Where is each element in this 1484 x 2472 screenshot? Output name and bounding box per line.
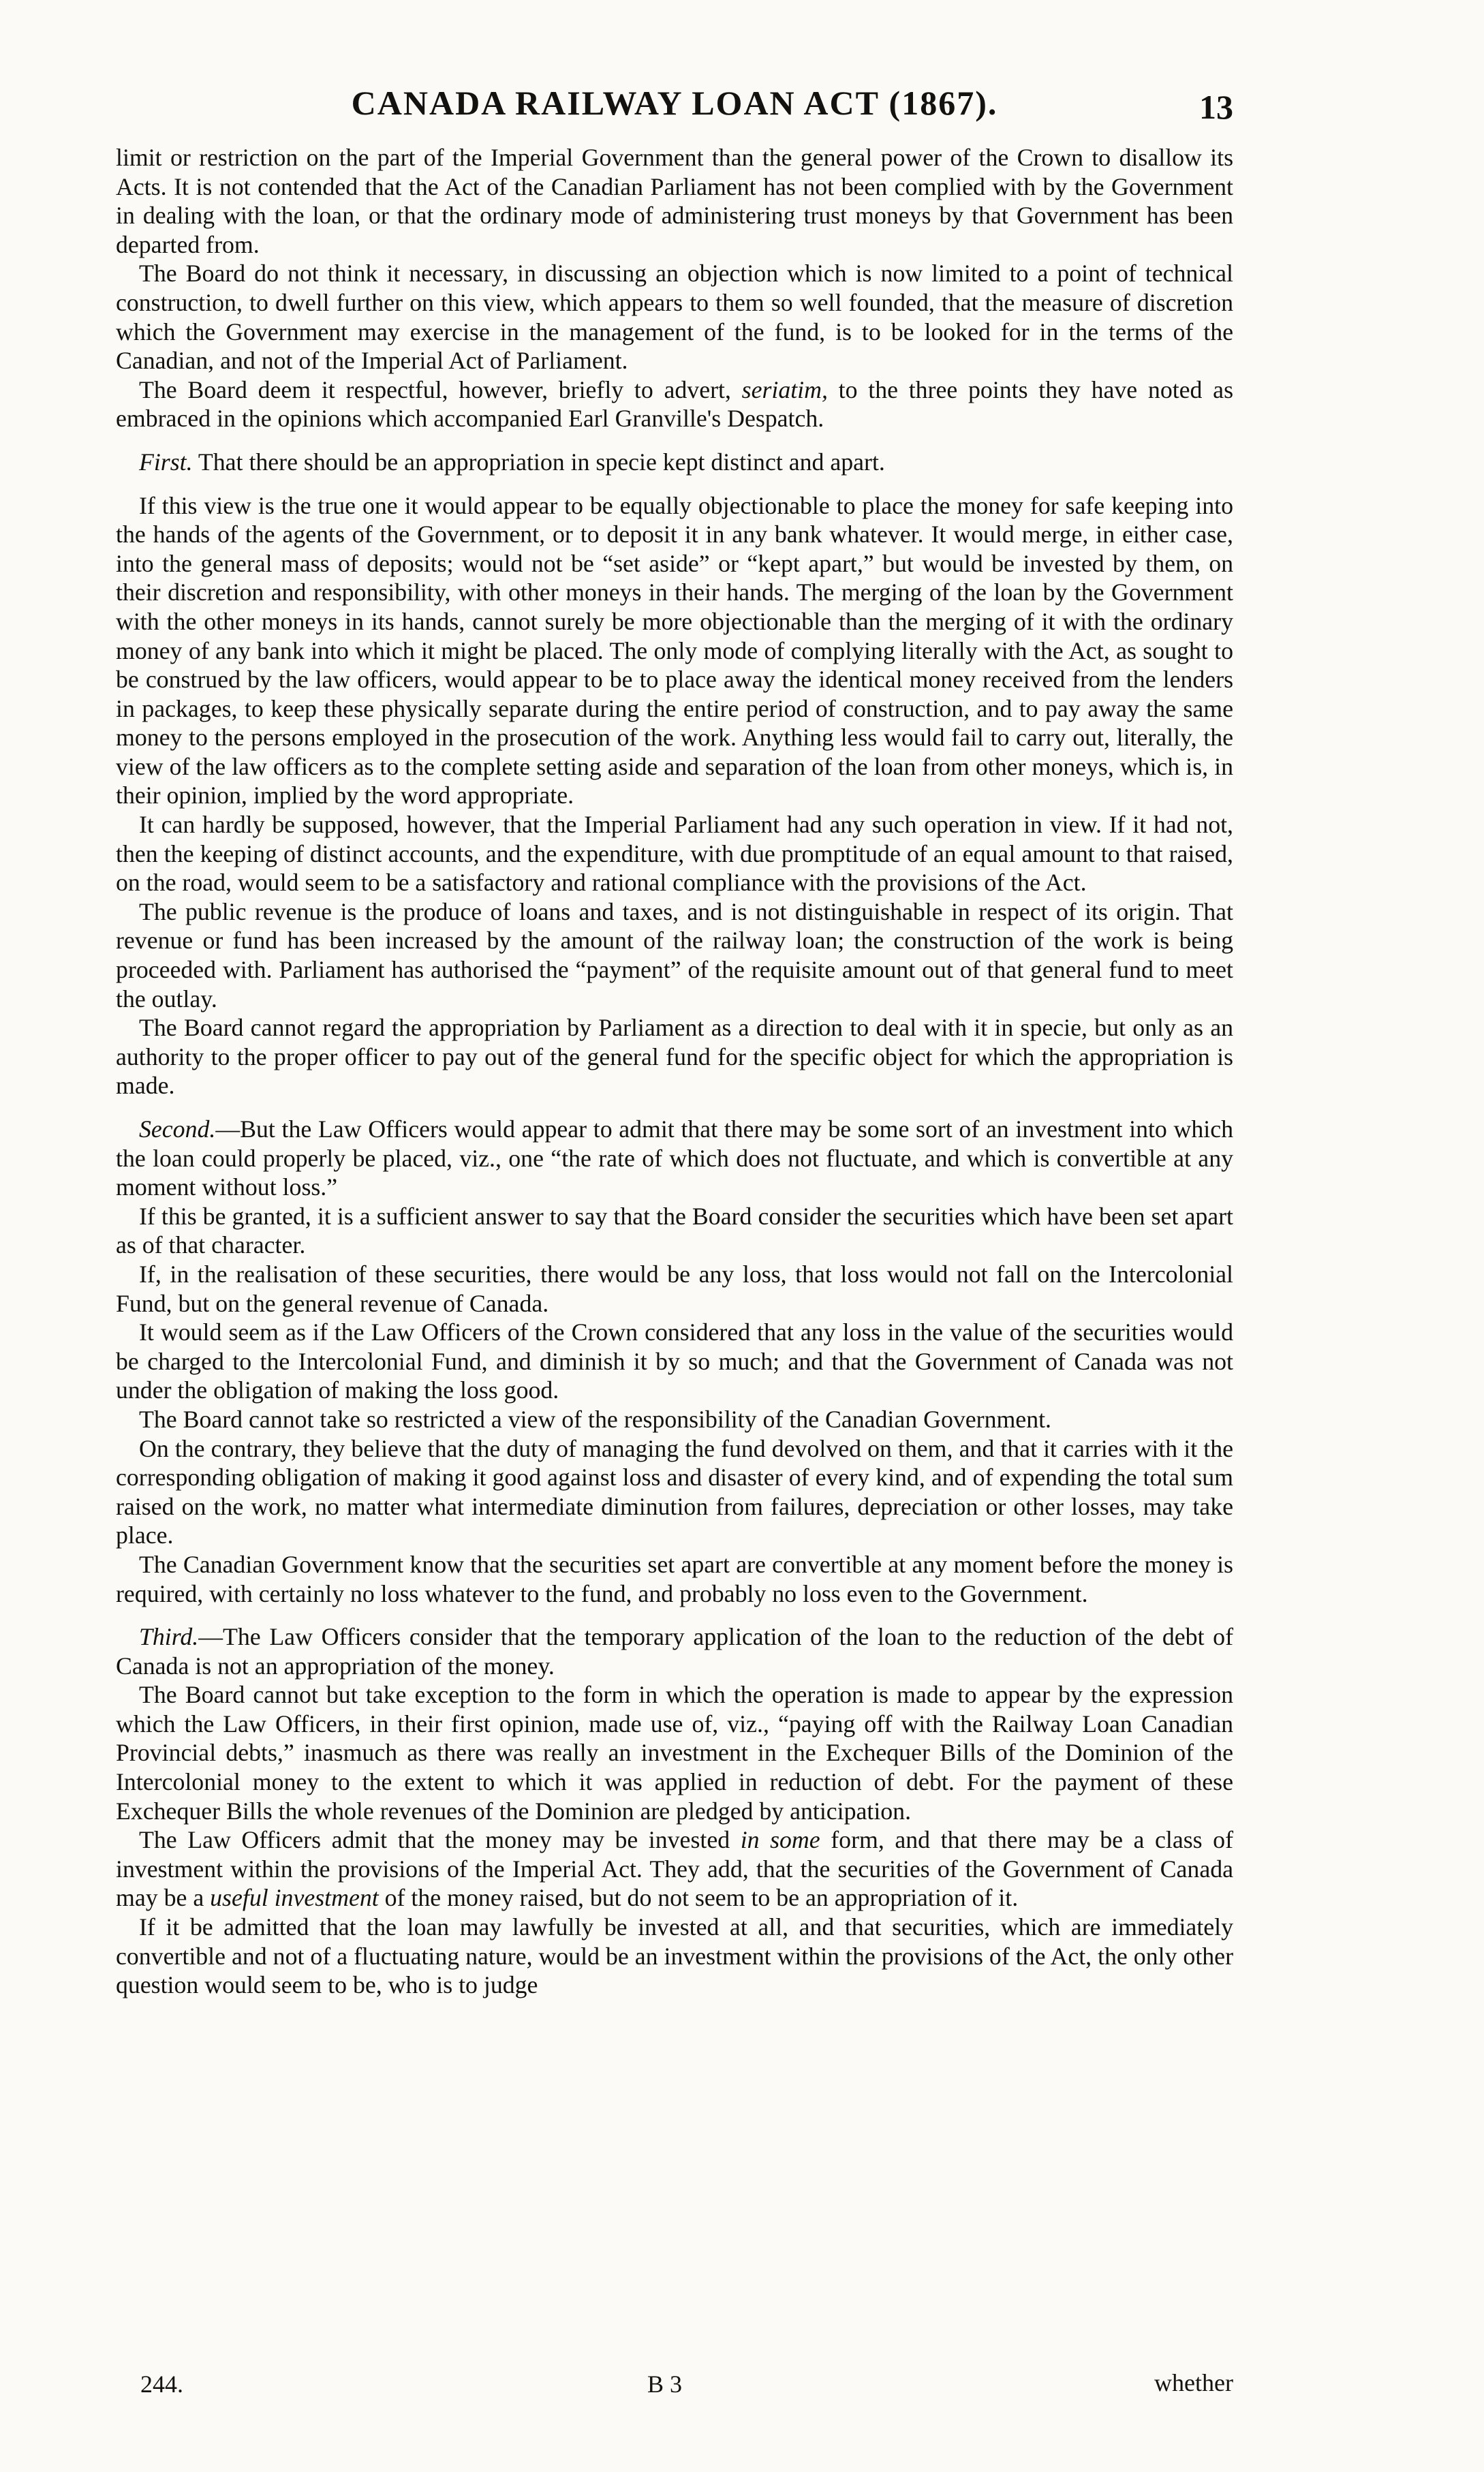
page-footer — [116, 2370, 1233, 2404]
body-text — [116, 143, 1233, 2000]
emphasis: useful investment — [210, 1884, 379, 1912]
section-heading-third: Third.—The Law Officers consider that the temporary application of the loan to the reduction of the debt of Canada is not an appropriation of the money. — [116, 1623, 1233, 1680]
section-heading-first: First. That there should be an appropriation in specie kept distinct and apart. — [139, 448, 885, 476]
paragraph: The Board cannot but take exception to the form in which the operation is made to appear by the expression which the Law Officers, in their first opinion, made use of, viz., “paying off with the Railway Loan Canadian Provincial debts,” inasmuch as there was really an investment in the Exchequer Bills of the Dominion of the Intercolonial money to the extent to which it was applied in reduction of debt. For the payment of these Exchequer Bills the whole revenues of the Dominion are pledged by anticipation. — [116, 1681, 1233, 1825]
paragraph: If this view is the true one it would appear to be equally objectionable to place the money for safe keeping into the hands of the agents of the Government, or to deposit it in any bank whatever. It would merge, in either case, into the general mass of deposits; would not be “set aside” or “kept apart,” but would be invested by them, on their discretion and responsibility, with other moneys in their hands. The merging of the loan by the Government with the other moneys in its hands, cannot surely be more objectionable than the merging of it with the ordinary money of any bank into which it might be placed. The only mode of complying literally with the Act, as sought to be construed by the law officers, would appear to be to place away the identical money received from the lenders in packages, to keep these physically separate during the entire period of construction, and to pay away the same money to the persons employed in the prosecution of the work. Anything less would fail to carry out, literally, the view of the law officers as to the complete setting aside and separation of the loan from other moneys, which is, in their opinion, implied by the word appropriate. — [116, 491, 1233, 809]
paragraph: limit or restriction on the part of the Imperial Government than the general power of the Crown to disallow its Acts. It is not contended that the Act of the Canadian Parliament has not been complied with by the Government in dealing with the loan, or that the ordinary mode of administering trust moneys by that Government has been departed from. — [116, 144, 1233, 258]
document-page — [116, 68, 1233, 2412]
paragraph: The Board cannot take so restricted a view of the responsibility of the Canadian Government. — [139, 1405, 1051, 1433]
paragraph: If this be granted, it is a sufficient answer to say that the Board consider the securities which have been set apart as of that character. — [116, 1202, 1233, 1259]
paragraph: The Canadian Government know that the securities set apart are convertible at any moment before the money is required, with certainly no loss whatever to the fund, and probably no loss even to the Government. — [116, 1550, 1233, 1607]
paragraph: The Board cannot regard the appropriation by Parliament as a direction to deal with it in specie, but only as an authority to the proper officer to pay out of the general fund for the specific object for which the appropriation is made. — [116, 1014, 1233, 1100]
page-number: 13 — [1199, 88, 1233, 126]
paragraph: If it be admitted that the loan may lawfully be invested at all, and that securities, which are immediately convertible and not of a fluctuating nature, would be an investment within the provisions of the Act, the only other question would seem to be, who is to judge — [116, 1913, 1233, 1999]
paragraph: The Board do not think it necessary, in discussing an objection which is now limited to a point of technical construction, to dwell further on this view, which appears to them so well founded, that the measure of discretion which the Government may exercise in the management of the fund, is to be looked for in the terms of the Canadian, and not of the Imperial Act of Parliament. — [116, 260, 1233, 375]
paragraph: The Law Officers admit that the money may be invested in some form, and that there may be a class of investment within the provisions of the Imperial Act. They add, that the securities of the Government of Canada may be a useful investment of the money raised, but do not seem to be an appropriation of it. — [116, 1826, 1233, 1912]
paragraph: If, in the realisation of these securities, there would be any loss, that loss would not fall on the Intercolonial Fund, but on the general revenue of Canada. — [116, 1260, 1233, 1317]
running-title: CANADA RAILWAY LOAN ACT (1867). — [351, 84, 998, 122]
section-heading-second: Second.—But the Law Officers would appear to admit that there may be some sort of an investment into which the loan could properly be placed, viz., one “the rate of which does not fluctuate, and which is convertible at any moment without loss.” — [116, 1115, 1233, 1201]
paragraph: It can hardly be supposed, however, that the Imperial Parliament had any such operation in view. If it had not, then the keeping of distinct accounts, and the expenditure, with due promptitude of an equal amount to that raised, on the road, would seem to be a satisfactory and rational compliance with the provisions of the Act. — [116, 811, 1233, 897]
paragraph: The public revenue is the produce of loans and taxes, and is not distinguishable in respect of its origin. That revenue or fund has been increased by the amount of the railway loan; the construction of the work is being proceeded with. Parliament has authorised the “payment” of the requisite amount out of that general fund to meet the outlay. — [116, 897, 1233, 1013]
emphasis: seriatim, — [741, 375, 828, 403]
paragraph: It would seem as if the Law Officers of the Crown considered that any loss in the value of the securities would be charged to the Intercolonial Fund, and diminish it by so much; and that the Government of Canada was not under the obligation of making the loss good. — [116, 1318, 1233, 1404]
paragraph: The Board deem it respectful, however, briefly to advert, seriatim, to the three points they have noted as embraced in the opinions which accompanied Earl Granville's Despatch. — [116, 375, 1233, 433]
page-header — [116, 68, 1233, 143]
footer-catchword: whether — [1154, 2369, 1233, 2396]
paragraph: On the contrary, they believe that the duty of managing the fund devolved on them, and that it carries with it the corresponding obligation of making it good against loss and disaster of every kind, and of expending the total sum raised on the work, no matter what intermediate diminution from failures, depreciation or other losses, may take place. — [116, 1434, 1233, 1549]
footer-signature-mark: B 3 — [647, 2370, 683, 2398]
emphasis: in some — [740, 1826, 820, 1854]
footer-sheet-number: 244. — [140, 2370, 183, 2398]
